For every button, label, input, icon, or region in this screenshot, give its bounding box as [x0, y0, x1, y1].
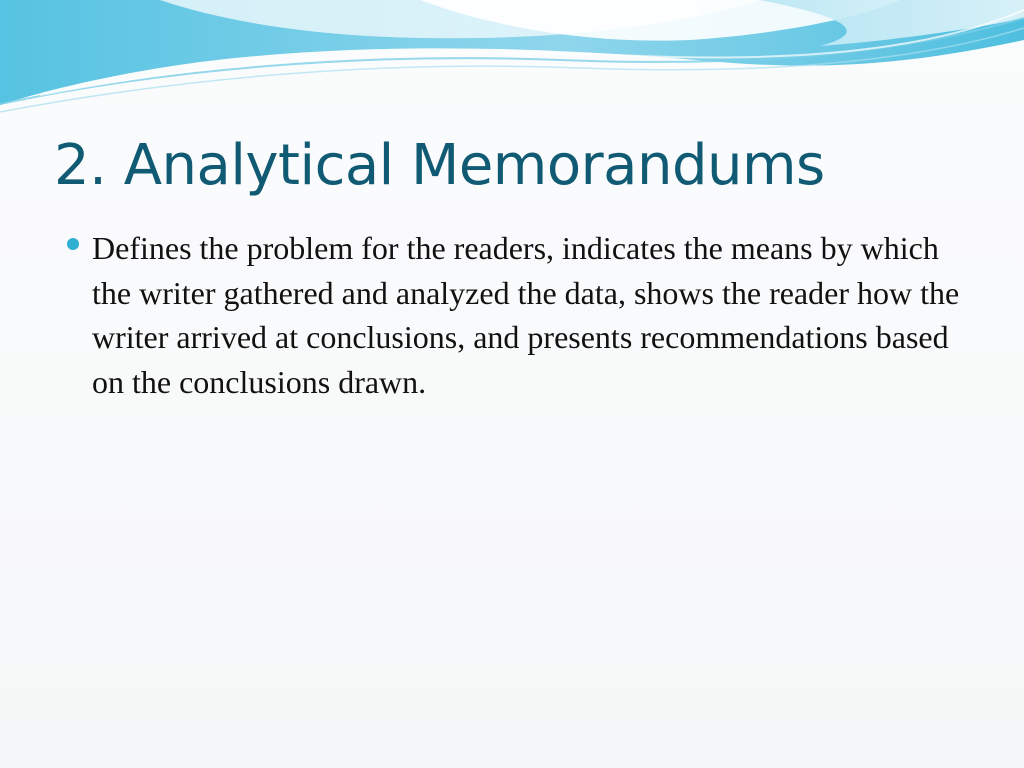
- bullet-list: [64, 226, 964, 404]
- bullet-dot-icon: [67, 238, 79, 250]
- bullet-text: Defines the problem for the readers, indicates the means by which the writer gathered and analyzed the data, shows the reader how the writer arrived at conclusions, and presents recommendations based on the conclusions drawn.: [92, 230, 960, 400]
- header-wave-decoration: [0, 0, 1024, 120]
- slide-title: 2. Analytical Memorandums: [54, 133, 825, 198]
- bullet-item: [64, 226, 964, 404]
